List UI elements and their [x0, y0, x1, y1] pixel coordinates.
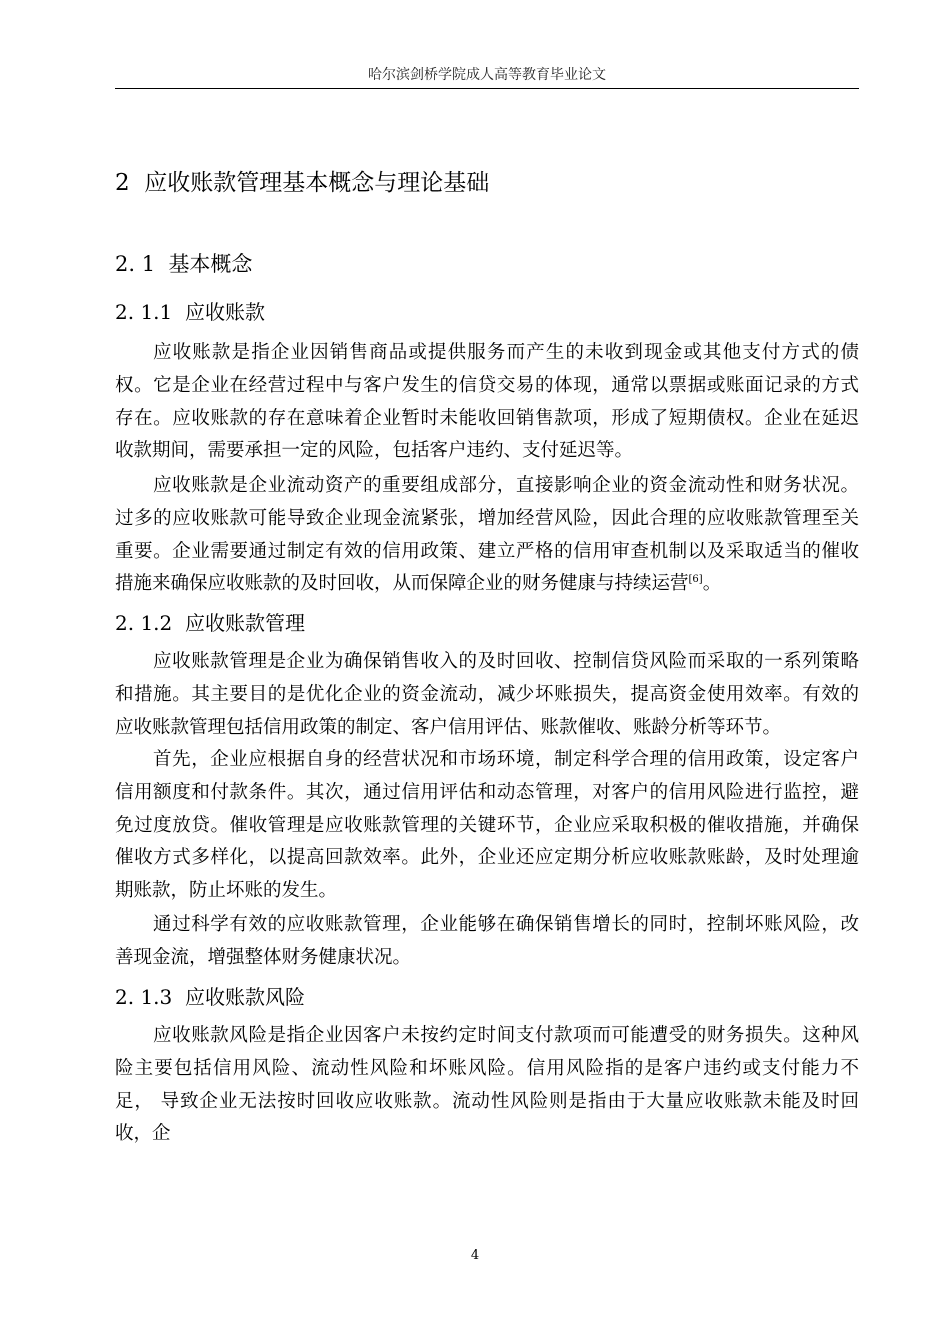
line-text: 应收账款管理是企业为确保销售收入的及时回收、控制信贷风险而采取的一系列策略: [153, 651, 859, 672]
text-line: [115, 679, 859, 712]
line-text: 权。它是企业在经营过程中与客户发生的信贷交易的体现，通常以票据或账面记录的方式: [115, 374, 859, 396]
text-line: [115, 777, 859, 810]
line-text: 措施来确保应收账款的及时回收，从而保障企业的财务健康与持续运营: [115, 573, 689, 595]
line-text: 险主要包括信用风险、流动性风险和坏账风险。信用风险指的是客户违约或支付能力不: [115, 1057, 859, 1079]
text-line: [115, 1086, 859, 1119]
text-line: [115, 942, 859, 975]
subsection-heading-3: [115, 981, 305, 1010]
subsection-number: 2. 1.3: [115, 985, 173, 1009]
paragraph: [115, 470, 859, 601]
text-line: [115, 568, 859, 601]
text-line: [115, 370, 859, 403]
text-line: [115, 909, 859, 942]
line-text: 应收账款是企业流动资产的重要组成部分，直接影响企业的资金流动性和财务状况。: [153, 475, 859, 496]
line-text: 善现金流，增强整体财务健康状况。: [115, 946, 412, 968]
line-text: 收，企: [115, 1123, 171, 1145]
text-line: [115, 875, 859, 908]
subsection-heading-1: [115, 296, 265, 325]
text-line: [115, 536, 859, 569]
line-text: 和措施。其主要目的是优化企业的资金流动，减少坏账损失，提高资金使用效率。有效的: [115, 683, 859, 705]
citation-reference[interactable]: [6]: [688, 574, 703, 586]
line-text: 应收账款管理包括信用政策的制定、客户信用评估、账款催收、账龄分析等环节。: [115, 716, 782, 738]
running-header: 哈尔滨剑桥学院成人高等教育毕业论文: [368, 67, 606, 83]
section-title: 基本概念: [168, 252, 253, 276]
line-text: 应收账款风险是指企业因客户未按约定时间支付款项而可能遭受的财务损失。这种风: [153, 1025, 859, 1046]
paragraph: [115, 909, 859, 975]
text-line: [115, 403, 859, 436]
paragraph: [115, 744, 859, 908]
text-line: [115, 503, 859, 536]
line-text: 期账款，防止坏账的发生。: [115, 880, 338, 902]
subsection-number: 2. 1.2: [115, 611, 173, 635]
text-line: [115, 810, 859, 843]
subsection-title: 应收账款风险: [184, 985, 305, 1009]
text-line: [115, 1020, 859, 1053]
line-text: 免过度放贷。催收管理是应收账款管理的关键环节，企业应采取积极的催收措施，并确保: [115, 814, 859, 836]
sentence-end: 。: [702, 573, 722, 595]
paragraph: [115, 646, 859, 744]
chapter-number: 2: [115, 170, 130, 196]
line-text: 存在。应收账款的存在意味着企业暂时未能收回销售款项，形成了短期债权。企业在延迟: [115, 407, 859, 429]
line-text: 重要。企业需要通过制定有效的信用政策、建立严格的信用审查机制以及采取适当的催收: [115, 540, 859, 562]
text-line: [115, 1118, 859, 1151]
text-line: [115, 712, 859, 745]
text-line: [115, 470, 859, 503]
page-number: 4: [470, 1248, 480, 1263]
section-number: 2. 1: [115, 252, 156, 276]
chapter-title: 应收账款管理基本概念与理论基础: [144, 170, 490, 196]
line-text: 信用额度和付款条件。其次，通过信用评估和动态管理，对客户的信用风险进行监控，避: [115, 781, 859, 803]
text-line: [115, 435, 859, 468]
subsection-title: 应收账款管理: [184, 611, 305, 635]
chapter-heading: [115, 164, 489, 197]
paragraph: [115, 337, 859, 468]
header-divider: [115, 88, 859, 89]
text-line: [115, 842, 859, 875]
line-text: 应收账款是指企业因销售商品或提供服务而产生的未收到现金或其他支付方式的债: [153, 342, 859, 363]
subsection-number: 2. 1.1: [115, 300, 173, 324]
line-text: 首先，企业应根据自身的经营状况和市场环境，制定科学合理的信用政策，设定客户: [153, 749, 859, 770]
subsection-heading-2: [115, 607, 305, 636]
line-text: 通过科学有效的应收账款管理，企业能够在确保销售增长的同时，控制坏账风险，改: [153, 914, 859, 935]
line-text: 收款期间，需要承担一定的风险，包括客户违约、支付延迟等。: [115, 440, 634, 462]
line-text: 过多的应收账款可能导致企业现金流紧张，增加经营风险，因此合理的应收账款管理至关: [115, 507, 859, 529]
line-text: 催收方式多样化，以提高回款效率。此外，企业还应定期分析应收账款账龄，及时处理逾: [115, 847, 859, 869]
text-line: [115, 646, 859, 679]
section-heading: [115, 248, 252, 278]
text-line: [115, 1053, 859, 1086]
line-text: 足， 导致企业无法按时回收应收账款。流动性风险则是指由于大量应收账款未能及时回: [115, 1090, 859, 1112]
text-line: [115, 337, 859, 370]
text-line: [115, 744, 859, 777]
paragraph: [115, 1020, 859, 1151]
subsection-title: 应收账款: [184, 300, 265, 324]
